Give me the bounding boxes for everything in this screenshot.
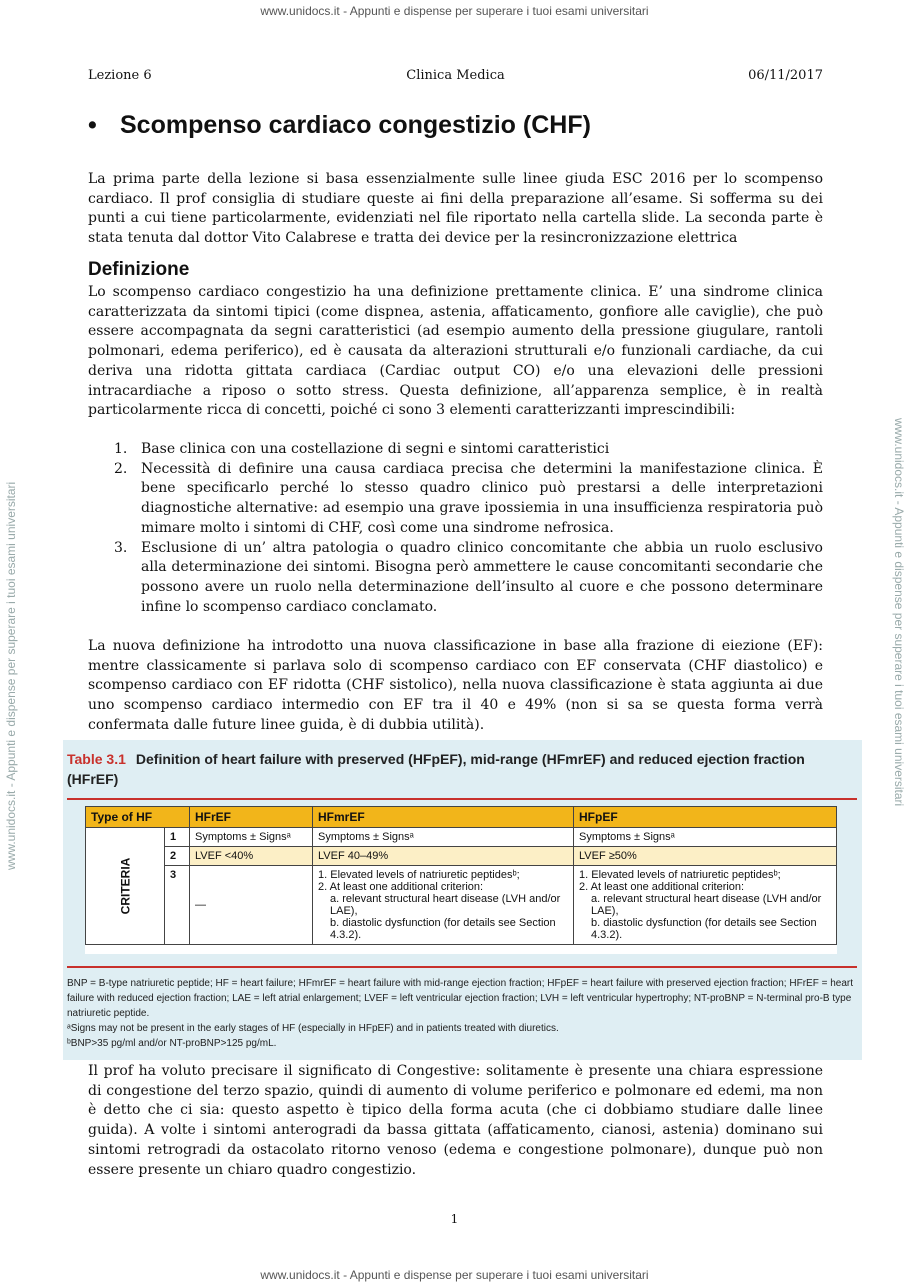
header-lesson: Lezione 6 xyxy=(88,68,152,83)
criterion-line: 1. Elevated levels of natriuretic peptidesᵇ; xyxy=(318,869,520,881)
cell-hfmref: Symptoms ± Signsᵃ xyxy=(313,828,574,847)
cell-hfref: LVEF <40% xyxy=(190,847,313,866)
list-item-text: Esclusione di un’ altra patologia o quadro clinico concomitante che abbia un ruolo esclusivo alla determinazione dei sintomi. Bisogna però ammettere le cause concomitanti secondarie che possono avere un ruolo nella determinazione dell’insulto al cuore e che possono determinare infine lo scompenso cardiaco conclamato. xyxy=(141,539,823,615)
cell-hfmref: LVEF 40–49% xyxy=(313,847,574,866)
classification-paragraph: La nuova definizione ha introdotto una nuova classificazione in base alla frazione di eiezione (EF): mentre classicamente si parlava solo di scompenso cardiaco con EF conservata (CHF diastolico) e scompenso cardiaco con EF ridotta (CHF sistolico), nella nuova classificazione è stata aggiunta ai due uno scompenso cardiaco intermedio con EF tra il 40 e 49% (non si sa se questa forma verrà confermata dalle future linee guida, è di dubbia utilità). xyxy=(88,638,823,733)
header-hfmref: HFmrEF xyxy=(313,807,574,828)
list-item-number: 1. xyxy=(114,441,128,457)
cell-hfpef xyxy=(574,866,837,945)
list-item-text: Base clinica con una costellazione di segni e sintomi caratteristici xyxy=(141,441,610,457)
row-index: 1 xyxy=(165,828,190,847)
cell-hfmref xyxy=(313,866,574,945)
criterion-subline: b. diastolic dysfunction (for details see Section 4.3.2). xyxy=(591,917,817,941)
header-hfref: HFrEF xyxy=(190,807,313,828)
criterion-subline: b. diastolic dysfunction (for details see Section 4.3.2). xyxy=(330,917,556,941)
footnote: ᵃSigns may not be present in the early stages of HF (especially in HFpEF) and in patients treated with diuretics. xyxy=(67,1023,559,1034)
list-item xyxy=(88,440,823,460)
table-top-rule xyxy=(67,798,857,800)
cell-hfref: — xyxy=(190,866,313,945)
watermark-side-right: www.unidocs.it - Appunti e dispense per superare i tuoi esami universitari xyxy=(892,418,906,807)
criterion-line: 2. At least one additional criterion: xyxy=(318,881,484,893)
table-bottom-rule xyxy=(67,966,857,968)
cell-hfref: Symptoms ± Signsᵃ xyxy=(190,828,313,847)
watermark-side-left: www.unidocs.it - Appunti e dispense per superare i tuoi esami universitari xyxy=(4,481,18,870)
section-heading: Definizione xyxy=(88,259,190,280)
criterion-line: 2. At least one additional criterion: xyxy=(579,881,745,893)
header-type-of-hf: Type of HF xyxy=(86,807,190,828)
table-footnotes xyxy=(67,976,857,1051)
list-item-text: Necessità di definire una causa cardiaca precisa che determini la manifestazione clinica. È bene specificarlo perché lo stesso quadro clinico può prestarsi a delle interpretazioni diagnostiche alternative: ad esempio una grave ipossiemia in una insufficienza respiratoria può mimare molto i sintomi di CHF, così come una sindrome nefrosica. xyxy=(141,460,823,536)
title-text: Scompenso cardiaco congestizio (CHF) xyxy=(120,111,591,139)
intro-paragraph: La prima parte della lezione si basa essenzialmente sulle linee giuda ESC 2016 per lo scompenso cardiaco. Il prof consiglia di studiare queste ai fini della preparazione all’esame. Si sofferma su dei punti a cui tiene particolarmente, evidenziati nel file riportato nella cartella slide. La seconda parte è stata tenuta dal dottor Vito Calabrese e tratta dei device per la resincronizzazione elettrica xyxy=(88,171,823,247)
congestive-paragraph: Il prof ha voluto precisare il significato di Congestive: solitamente è presente una chiara espressione di congestione del terzo spazio, quindi di aumento di volume periferico e polmonare ed edemi, ma non è detto che ci sia: questo aspetto è tipico della forma acuta (che ci dobbiamo studiare dalle linee guida). A volte i sintomi anterogradi da bassa gittata (affaticamento, cianosi, astenia) dominano sui sintomi retrogradi da ostacolato ritorno venoso (edema e congestione polmonare), dunque può non essere presente un chiaro quadro congestizio. xyxy=(88,1063,823,1178)
criteria-label: CRITERIA xyxy=(86,828,165,945)
definition-paragraph: Lo scompenso cardiaco congestizio ha una definizione prettamente clinica. E’ una sindrome clinica caratterizzata da sintomi tipici (come dispnea, astenia, affaticamento, gonfiore alle caviglie), che può essere accompagnata da segni caratteristici (ad esempio aumento della pressione giugulare, rantoli polmonari, edema periferico), ed è causata da alterazioni strutturali e/o funzionali cardiache, da cui deriva una ridotta gittata cardiaca (Cardiac output CO) e/o una elevazioni delle pressioni intracardiache a riposo o sotto stress. Questa definizione, all’apparenza semplice, è in realtà particolarmente ricca di concetti, poiché ci sono 3 elementi caratterizzanti imprescindibili: xyxy=(88,284,823,419)
table-caption-text: Definition of heart failure with preserved (HFpEF), mid-range (HFmrEF) and reduced ejection fraction (HFrEF) xyxy=(67,751,805,787)
cell-hfpef: LVEF ≥50% xyxy=(574,847,837,866)
list-item-number: 2. xyxy=(114,460,128,477)
cell-hfpef: Symptoms ± Signsᵃ xyxy=(574,828,837,847)
hf-table-figure xyxy=(63,740,862,1060)
table-row xyxy=(86,828,837,847)
page-number: 1 xyxy=(450,1212,459,1226)
table-body xyxy=(85,806,837,954)
watermark-banner-top: www.unidocs.it - Appunti e dispense per superare i tuoi esami universitari xyxy=(260,4,649,18)
criterion-subline: a. relevant structural heart disease (LVH and/or LAE), xyxy=(330,893,561,917)
table-number: Table 3.1 xyxy=(67,751,126,767)
header-course: Clinica Medica xyxy=(406,68,505,83)
table-row xyxy=(86,847,837,866)
list-item xyxy=(88,539,823,618)
row-index: 3 xyxy=(165,866,190,945)
row-index: 2 xyxy=(165,847,190,866)
hf-definition-table xyxy=(85,806,837,945)
criterion-line: 1. Elevated levels of natriuretic peptidesᵇ; xyxy=(579,869,781,881)
list-item xyxy=(88,460,823,539)
table-header-row xyxy=(86,807,837,828)
criterion-subline: a. relevant structural heart disease (LVH and/or LAE), xyxy=(591,893,822,917)
table-row xyxy=(86,866,837,945)
criteria-list xyxy=(88,440,823,617)
footnote: ᵇBNP>35 pg/ml and/or NT-proBNP>125 pg/mL. xyxy=(67,1038,277,1049)
page-title xyxy=(88,111,591,140)
watermark-banner-bottom: www.unidocs.it - Appunti e dispense per superare i tuoi esami universitari xyxy=(260,1268,649,1282)
header-date: 06/11/2017 xyxy=(748,68,823,83)
footnote: BNP = B-type natriuretic peptide; HF = heart failure; HFmrEF = heart failure with mid-range ejection fraction; HFpEF = heart failure with preserved ejection fraction; HFrEF = heart failure with reduced ejection fraction; LAE = left atrial enlargement; LVEF = left ventricular ejection fraction; LVH = left ventricular hypertrophy; NT-proBNP = N-terminal pro-B type natriuretic peptide. xyxy=(67,978,853,1019)
table-caption xyxy=(67,749,857,789)
title-bullet: • xyxy=(88,111,97,139)
list-item-number: 3. xyxy=(114,539,128,556)
header-hfpef: HFpEF xyxy=(574,807,837,828)
